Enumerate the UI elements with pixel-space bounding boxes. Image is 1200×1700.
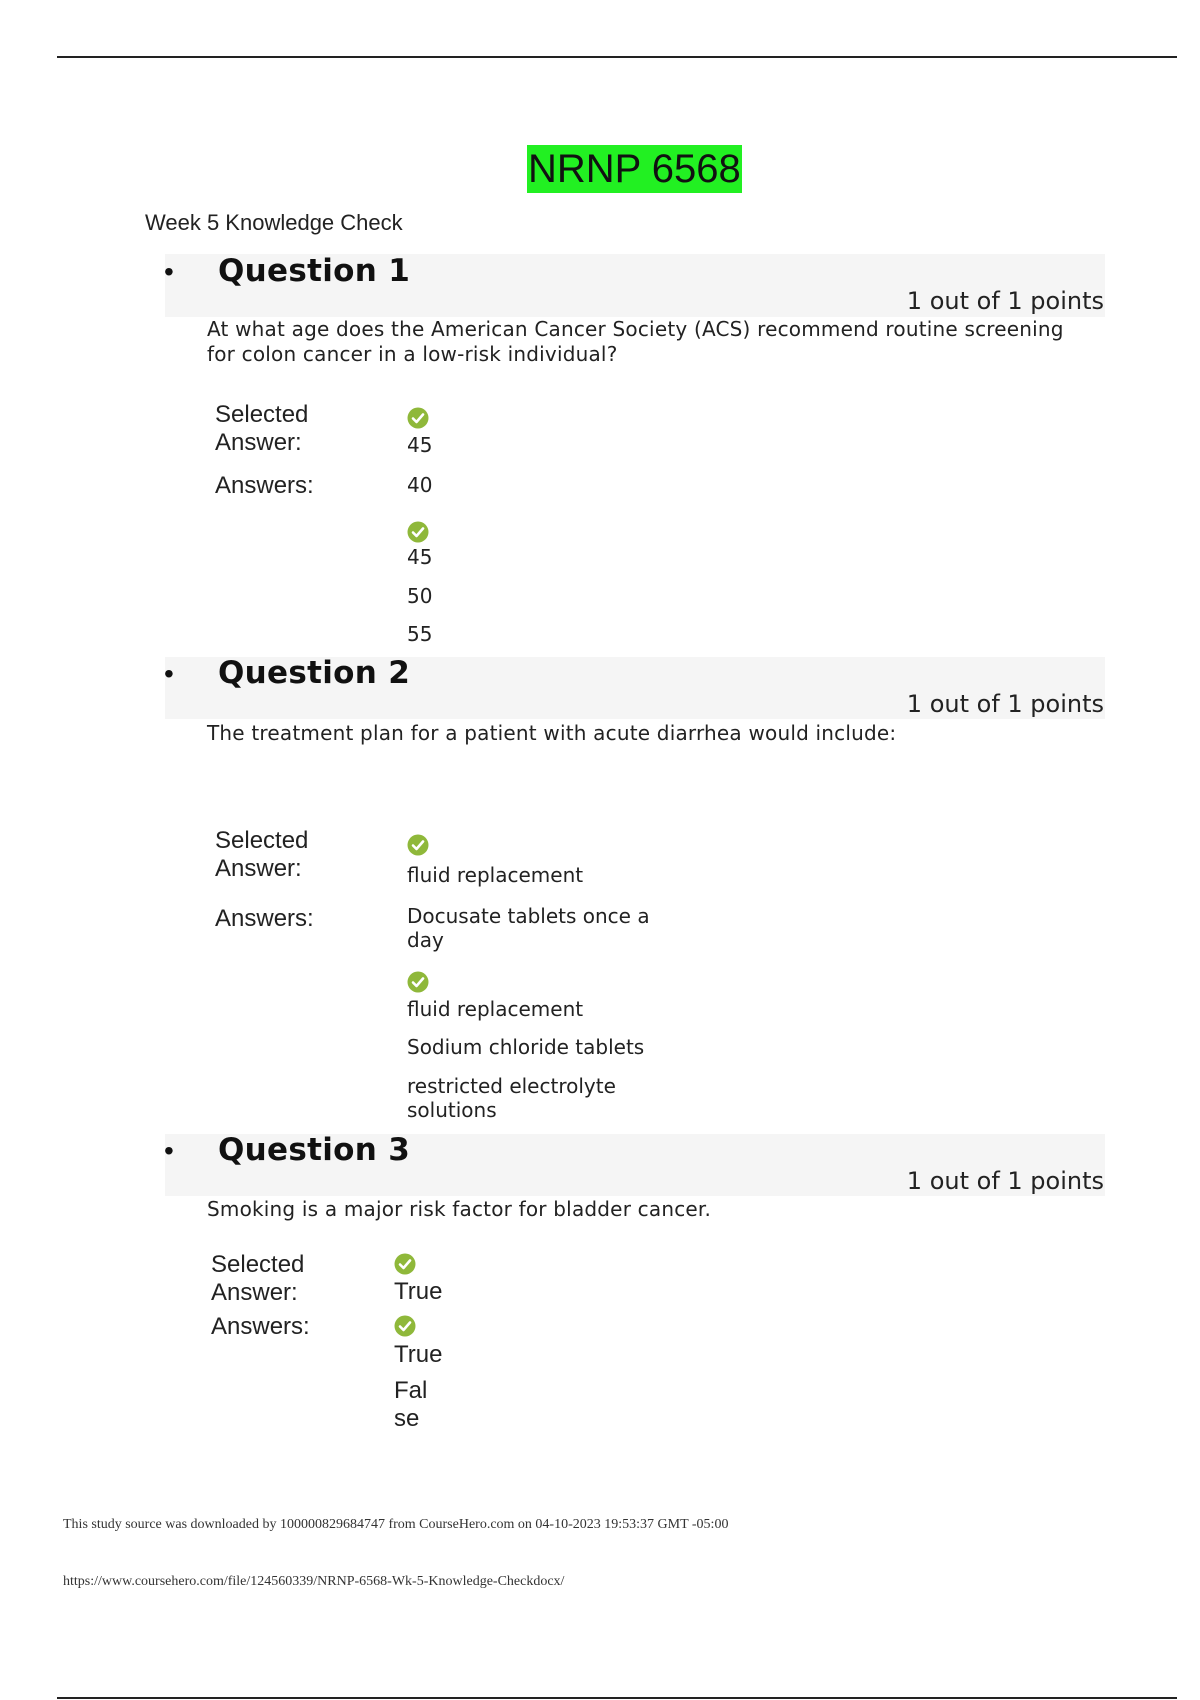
correct-check-icon — [407, 834, 429, 856]
correct-check-icon — [407, 971, 429, 993]
bullet: • — [164, 658, 174, 689]
download-source-note: This study source was downloaded by 100000829684747 from CourseHero.com on 04-10-2023 19:53:37 GMT -05:00 — [63, 1517, 729, 1532]
answer-option: 45 — [407, 545, 433, 569]
question-text: Smoking is a major risk factor for bladder cancer. — [207, 1197, 712, 1221]
answer-option: 50 — [407, 584, 433, 608]
answer-option: False — [394, 1377, 428, 1432]
answers-label: Answers: — [215, 905, 314, 932]
answer-option: 55 — [407, 622, 433, 646]
selected-answer-label: Selected Answer: — [215, 401, 309, 456]
question-points: 1 out of 1 points — [906, 1167, 1104, 1195]
selected-answer-label: Selected Answer: — [215, 827, 309, 882]
answer-option: True — [394, 1341, 443, 1368]
selected-answer-value: 45 — [407, 433, 433, 457]
answers-label: Answers: — [211, 1313, 310, 1340]
question-text: The treatment plan for a patient with acute diarrhea would include: — [207, 721, 897, 745]
question-title: Question 1 — [218, 253, 411, 289]
answer-option: fluid replacement — [407, 997, 584, 1021]
bottom-rule — [57, 1697, 1177, 1699]
source-url[interactable]: https://www.coursehero.com/file/124560339/NRNP-6568-Wk-5-Knowledge-Checkdocx/ — [63, 1574, 565, 1589]
bullet: • — [164, 256, 174, 287]
bullet: • — [164, 1135, 174, 1166]
question-points: 1 out of 1 points — [906, 287, 1104, 315]
question-points: 1 out of 1 points — [906, 690, 1104, 718]
question-title: Question 2 — [218, 655, 411, 691]
answer-option: restricted electrolyte solutions — [407, 1074, 616, 1122]
document-title: NRNP 6568 — [528, 147, 741, 191]
selected-answer-value: True — [394, 1278, 443, 1305]
selected-answer-label: Selected Answer: — [211, 1251, 305, 1306]
correct-check-icon — [394, 1315, 416, 1337]
correct-check-icon — [407, 521, 429, 543]
answers-label: Answers: — [215, 472, 314, 499]
selected-answer-value: fluid replacement — [407, 863, 584, 887]
answer-option: Sodium chloride tablets — [407, 1035, 645, 1059]
top-rule — [57, 56, 1177, 58]
question-title: Question 3 — [218, 1132, 411, 1168]
answer-option: 40 — [407, 473, 433, 497]
correct-check-icon — [394, 1253, 416, 1275]
question-text: At what age does the American Cancer Society (ACS) recommend routine screening for colon cancer in a low-risk individual? — [207, 317, 1064, 366]
correct-check-icon — [407, 407, 429, 429]
answer-option: Docusate tablets once a day — [407, 904, 650, 952]
document-subtitle: Week 5 Knowledge Check — [145, 210, 403, 235]
